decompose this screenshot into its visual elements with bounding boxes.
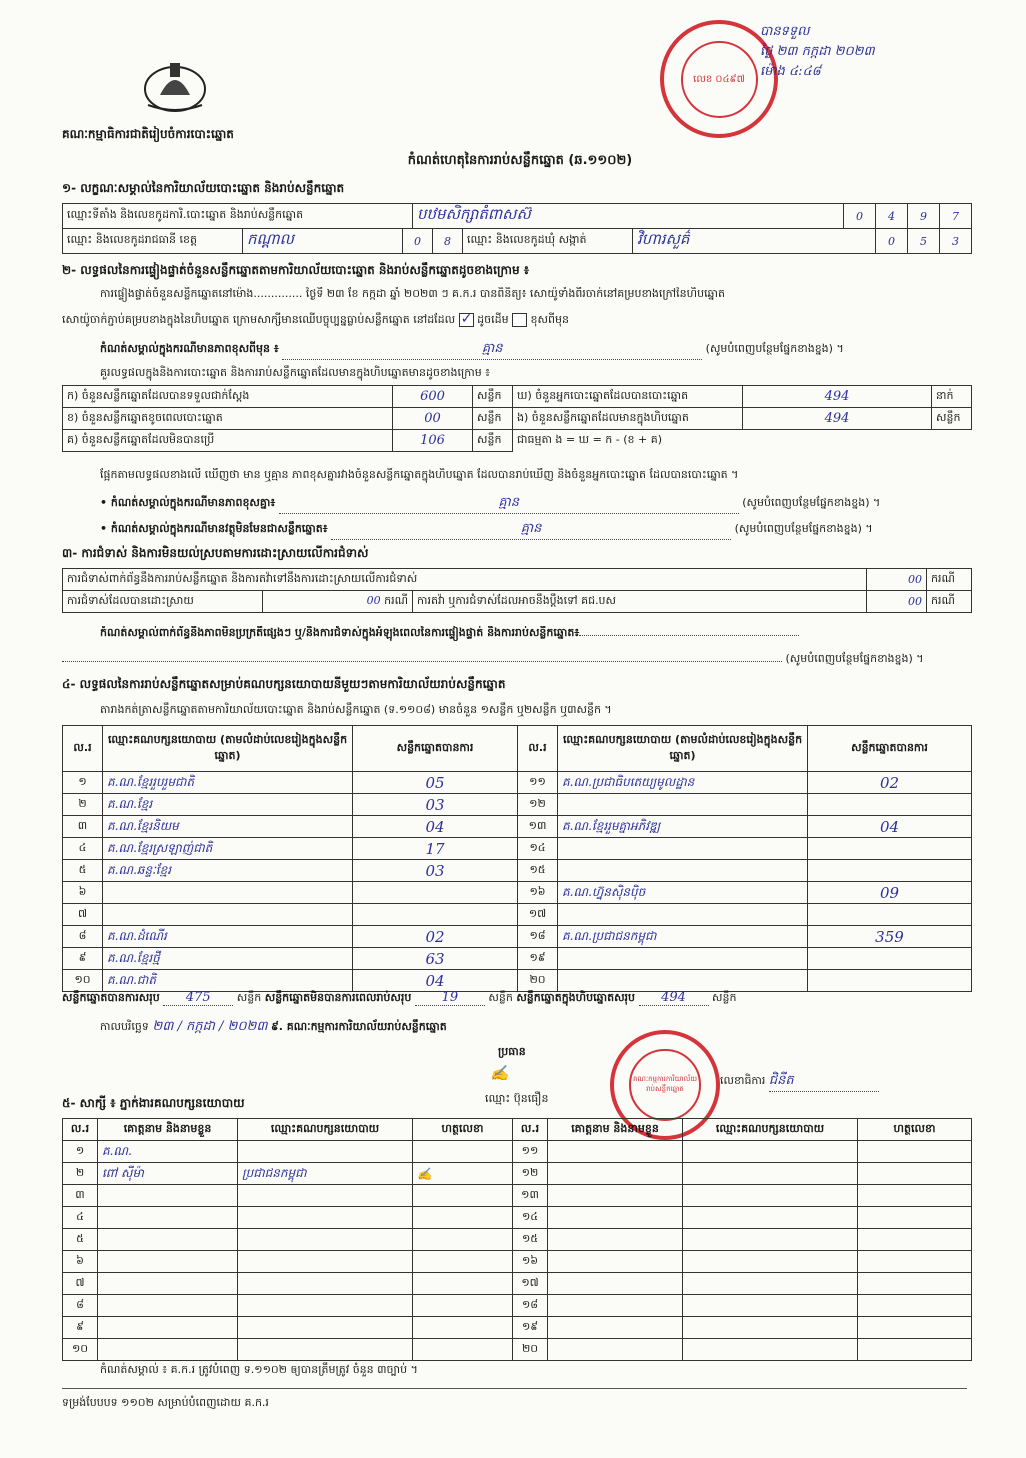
witness-right-party bbox=[683, 1251, 858, 1273]
vote-left-no: ៨ bbox=[63, 926, 103, 948]
objection-note-line2 bbox=[62, 652, 972, 668]
witness-left-sign bbox=[413, 1185, 513, 1207]
votes-col-no-left: ល.រ bbox=[63, 726, 103, 772]
doubt-note-line bbox=[100, 520, 970, 540]
count-a-label: ក) ចំនួនសន្លឹកឆ្នោតដែលបានទទួលជាក់ស្ដែង bbox=[63, 386, 393, 408]
vote-right-no: ១៧ bbox=[518, 904, 558, 926]
section2-title: ២- លទ្ធផលនៃការផ្ទៀងផ្ទាត់ចំនួនសន្លឹកឆ្នោតតាមការិយាល័យបោះឆ្នោត និងរាប់សន្លឹកឆ្នោតដូចខាងក្រោម ៖ bbox=[62, 263, 530, 277]
witness-right-party bbox=[683, 1317, 858, 1339]
received-note bbox=[760, 22, 880, 82]
table-row bbox=[63, 1229, 972, 1251]
formula: ជាធម្មតា ង = ឃ = ក - (ខ + គ) bbox=[517, 432, 662, 446]
vote-right-votes bbox=[808, 860, 972, 882]
count-c-value: 106 bbox=[393, 430, 473, 452]
section1-table-row2 bbox=[62, 228, 972, 254]
vote-left-votes: 03 bbox=[353, 860, 518, 882]
witness-right-no: ២០ bbox=[513, 1339, 548, 1361]
witness-left-sign bbox=[413, 1229, 513, 1251]
table-row bbox=[63, 948, 972, 970]
witness-right-sign bbox=[858, 1141, 972, 1163]
office-committee-label: ៩. គណៈកម្មការការិយាល័យរាប់សន្លឹកឆ្នោត bbox=[271, 1020, 447, 1033]
vote-left-no: ១ bbox=[63, 772, 103, 794]
location-code-1: 0 bbox=[844, 204, 876, 229]
total-valid-value: 475 bbox=[163, 990, 233, 1006]
doubt-note-value: គ្មាន bbox=[331, 520, 731, 540]
vote-left-votes: 03 bbox=[353, 794, 518, 816]
diff-note-value: គ្មាន bbox=[279, 494, 739, 514]
objection-row2-unit2: ករណី bbox=[927, 591, 972, 613]
chair-label: ប្រធាន bbox=[498, 1045, 526, 1058]
vote-left-no: ២ bbox=[63, 794, 103, 816]
witness-left-sign bbox=[413, 1251, 513, 1273]
chair-signature: ✍ bbox=[490, 1064, 509, 1082]
changed-label: ខុសពីមុន bbox=[530, 313, 569, 326]
objection-row1-label: ការជំទាស់ពាក់ព័ន្ធនឹងការរាប់សន្លឹកឆ្នោត និងការតវ៉ាទៅនឹងការដោះស្រាយលើការជំទាស់ bbox=[63, 569, 867, 591]
vote-right-no: ១៤ bbox=[518, 838, 558, 860]
section1-table bbox=[62, 203, 972, 229]
changed-checkbox[interactable] bbox=[512, 313, 527, 327]
witness-left-sign bbox=[413, 1339, 513, 1361]
witness-left-name bbox=[98, 1229, 238, 1251]
witness-right-sign bbox=[858, 1251, 972, 1273]
received-time: ម៉ោង ៤:៤៨ bbox=[760, 64, 821, 79]
commune-value: វិហារសួគ៌ bbox=[633, 229, 876, 254]
unchanged-checkbox[interactable] bbox=[459, 313, 474, 327]
received-date: ថ្ងៃ ២៣ កក្កដា ២០២៣ bbox=[760, 44, 875, 59]
diff-note-label: • កំណត់សម្គាល់ក្នុងករណីមានភាពខុសគ្នា៖ bbox=[100, 496, 276, 509]
vote-right-votes: 02 bbox=[808, 772, 972, 794]
vote-left-no: ១០ bbox=[63, 970, 103, 992]
witness-left-name: ពៅ ស៊ីម៉ា bbox=[98, 1163, 238, 1185]
witness-right-no: ១៥ bbox=[513, 1229, 548, 1251]
compare-line: ផ្អែកតាមលទ្ធផលខាងលើ ឃើញថា មាន ឬគ្មាន ភាពខុសគ្នារវាងចំនួនសន្លឹកឆ្នោតក្នុងហិបឆ្នោត ដែលបានរាប់ឃើញ និងចំនួនអ្នកបោះឆ្នោត ដែលបានបោះឆ្នោត ។ bbox=[100, 468, 739, 481]
witness-left-no: ៣ bbox=[63, 1185, 98, 1207]
change-note-value: គ្មាន bbox=[282, 340, 702, 360]
province-label: ឈ្មោះ និងលេខកូដរាជធានី ខេត្ត bbox=[63, 229, 243, 254]
table-row bbox=[63, 1185, 972, 1207]
witness-right-sign bbox=[858, 1317, 972, 1339]
witness-left-sign bbox=[413, 1273, 513, 1295]
table-row bbox=[63, 1163, 972, 1185]
committee-name: គណៈកម្មាធិការជាតិរៀបចំការបោះឆ្នោត bbox=[62, 127, 234, 141]
vote-left-no: ៥ bbox=[63, 860, 103, 882]
witness-left-party bbox=[238, 1251, 413, 1273]
objection-fill-hint: (សូមបំពេញបន្ថែមផ្នែកខាងខ្នង) ។ bbox=[785, 652, 924, 665]
witness-right-name bbox=[548, 1251, 683, 1273]
witness-right-party bbox=[683, 1295, 858, 1317]
secretary-name: ជិនីត bbox=[769, 1072, 879, 1092]
vote-right-party: គ.ណ.ប្រជាជនកម្ពុជា bbox=[558, 926, 808, 948]
witness-left-party bbox=[238, 1339, 413, 1361]
table-row bbox=[63, 1273, 972, 1295]
witness-left-name bbox=[98, 1207, 238, 1229]
location-code-4: 7 bbox=[940, 204, 972, 229]
count-b-label: ខ) ចំនួនសន្លឹកឆ្នោតខូចពេលបោះឆ្នោត bbox=[63, 408, 393, 430]
witness-right-no: ១៧ bbox=[513, 1273, 548, 1295]
secretary-line bbox=[720, 1072, 879, 1092]
count-c-label: គ) ចំនួនសន្លឹកឆ្នោតដែលមិនបានប្រើ bbox=[63, 430, 393, 452]
votes-table bbox=[62, 725, 972, 992]
witness-right-sign bbox=[858, 1273, 972, 1295]
witness-left-party bbox=[238, 1295, 413, 1317]
doubt-note-hint: (សូមបំពេញបន្ថែមផ្នែកខាងខ្នង) ។ bbox=[734, 522, 873, 535]
vote-right-party: គ.ណ.ប្រជាធិបតេយ្យមូលដ្ឋាន bbox=[558, 772, 808, 794]
section4-intro bbox=[100, 703, 920, 719]
bottom-stamp: គណៈកម្មការការិយាល័យរាប់សន្លឹកឆ្នោត bbox=[610, 1030, 720, 1140]
witness-left-name bbox=[98, 1339, 238, 1361]
count-table bbox=[62, 385, 972, 452]
votes-col-votes-left: សន្លឹកឆ្នោតបានការ bbox=[353, 726, 518, 772]
total-invalid-label: សន្លឹកឆ្នោតមិនបានការពេលរាប់សរុប bbox=[264, 991, 412, 1004]
objection-row1-unit: ករណី bbox=[927, 569, 972, 591]
vote-right-party: គ.ណ.ហ្វ៊ុនស៊ិនប៉ិច bbox=[558, 882, 808, 904]
count-a-unit: សន្លឹក bbox=[473, 386, 513, 408]
witness-left-no: ២ bbox=[63, 1163, 98, 1185]
total-box-label: សន្លឹកឆ្នោតក្នុងហិបឆ្នោតសរុប bbox=[516, 991, 636, 1004]
vote-left-party: គ.ណ.ខ្មែរស្រឡាញ់ជាតិ bbox=[103, 838, 353, 860]
witness-right-name bbox=[548, 1339, 683, 1361]
witness-col-name-left: គោត្តនាម និងនាមខ្លួន bbox=[98, 1119, 238, 1141]
count-intro: គួរលទ្ធផលក្នុងនិងការបោះឆ្នោត និងការរាប់សន្លឹកឆ្នោតដែលមានក្នុងហិបឆ្នោតមានដូចខាងក្រោម ៖ bbox=[100, 366, 491, 379]
vote-left-party: គ.ណ.ខ្មែរថ្មី bbox=[103, 948, 353, 970]
witness-left-no: ១ bbox=[63, 1141, 98, 1163]
total-box-value: 494 bbox=[639, 990, 709, 1006]
votes-col-votes-right: សន្លឹកឆ្នោតបានការ bbox=[808, 726, 972, 772]
vote-left-party: គ.ណ.ជាតិ bbox=[103, 970, 353, 992]
objection-row2-value2: 00 bbox=[867, 591, 927, 613]
commune-code-2: 5 bbox=[908, 229, 940, 254]
witness-right-party bbox=[683, 1273, 858, 1295]
date-line bbox=[100, 1018, 800, 1037]
date-label: កាលបរិច្ឆេទ bbox=[100, 1020, 149, 1033]
witness-left-party bbox=[238, 1141, 413, 1163]
votes-col-party-right: ឈ្មោះគណបក្សនយោបាយ (តាមលំដាប់លេខរៀងក្នុងសន្លឹកឆ្នោត) bbox=[558, 726, 808, 772]
objection-row2-number: 00 bbox=[366, 593, 381, 607]
witness-left-sign bbox=[413, 1207, 513, 1229]
votes-col-no-right: ល.រ bbox=[518, 726, 558, 772]
vote-left-votes: 04 bbox=[353, 816, 518, 838]
vote-right-party: គ.ណ.ខ្មែររួមគ្នាអភិវឌ្ឍ bbox=[558, 816, 808, 838]
witness-right-no: ១៦ bbox=[513, 1251, 548, 1273]
table-row bbox=[63, 1141, 972, 1163]
witness-left-name bbox=[98, 1317, 238, 1339]
table-row bbox=[63, 1295, 972, 1317]
vote-right-party bbox=[558, 860, 808, 882]
objection-row2-unit: ករណី bbox=[384, 593, 408, 607]
vote-right-party bbox=[558, 948, 808, 970]
count-d-value: 494 bbox=[743, 386, 932, 408]
vote-right-no: ១៦ bbox=[518, 882, 558, 904]
witness-left-no: ១០ bbox=[63, 1339, 98, 1361]
witness-right-party bbox=[683, 1163, 858, 1185]
witness-right-name bbox=[548, 1207, 683, 1229]
witness-right-sign bbox=[858, 1185, 972, 1207]
witness-left-party bbox=[238, 1185, 413, 1207]
vote-right-votes bbox=[808, 838, 972, 860]
vote-right-votes bbox=[808, 970, 972, 992]
verification-line-2 bbox=[62, 313, 932, 329]
vote-left-votes: 02 bbox=[353, 926, 518, 948]
vote-left-party: គ.ណ.ដំណើរ bbox=[103, 926, 353, 948]
vote-right-party bbox=[558, 904, 808, 926]
vote-left-no: ៧ bbox=[63, 904, 103, 926]
vote-right-party bbox=[558, 970, 808, 992]
vote-right-party bbox=[558, 838, 808, 860]
witness-left-name: គ.ណ. bbox=[98, 1141, 238, 1163]
vote-left-no: ៩ bbox=[63, 948, 103, 970]
vote-left-party: គ.ណ.ខ្មែរនិយម bbox=[103, 816, 353, 838]
vote-right-no: ២០ bbox=[518, 970, 558, 992]
witness-left-name bbox=[98, 1185, 238, 1207]
count-b-unit: សន្លឹក bbox=[473, 408, 513, 430]
witness-left-name bbox=[98, 1295, 238, 1317]
table-row bbox=[63, 794, 972, 816]
total-valid-label: សន្លឹកឆ្នោតបានការសរុប bbox=[62, 991, 160, 1004]
total-valid-unit: សន្លឹក bbox=[236, 991, 262, 1004]
objection-note-label: កំណត់សម្គាល់ពាក់ព័ន្ធនឹងភាពមិនប្រក្រតីផ្សេងៗ ឬ/និងការជំទាស់ក្នុងអំឡុងពេលនៃការផ្ទៀងផ្ទាត់ និងការរាប់សន្លឹកឆ្នោត៖ bbox=[100, 626, 580, 639]
section5-title: ៥- សាក្សី ៖ ភ្នាក់ងារគណបក្សនយោបាយ bbox=[62, 1096, 245, 1110]
table-row bbox=[63, 926, 972, 948]
witness-col-sign-left: ហត្ថលេខា bbox=[413, 1119, 513, 1141]
witness-right-no: ១១ bbox=[513, 1141, 548, 1163]
top-stamp: លេខ ០៤៩៧ bbox=[660, 20, 778, 138]
witness-right-name bbox=[548, 1229, 683, 1251]
province-code-1: 0 bbox=[403, 229, 433, 254]
form-title: កំណត់ហេតុនៃការរាប់សន្លឹកឆ្នោត (ឆ.១១០២) bbox=[407, 153, 633, 168]
witness-right-sign bbox=[858, 1163, 972, 1185]
vote-right-no: ១១ bbox=[518, 772, 558, 794]
witness-left-party bbox=[238, 1273, 413, 1295]
table-row bbox=[63, 816, 972, 838]
table-row bbox=[63, 1251, 972, 1273]
witness-left-sign bbox=[413, 1295, 513, 1317]
objection-row2-label: ការជំទាស់ដែលបានដោះស្រាយ bbox=[63, 591, 263, 613]
national-emblem bbox=[140, 55, 210, 117]
diff-note-hint: (សូមបំពេញបន្ថែមផ្នែកខាងខ្នង) ។ bbox=[742, 496, 881, 509]
secretary-label: លេខាធិការ bbox=[720, 1074, 766, 1087]
doubt-note-label: • កំណត់សម្គាល់ក្នុងករណីមានវត្ថុមិនមែនជាសន្លឹកឆ្នោត៖ bbox=[100, 522, 328, 535]
witness-left-party bbox=[238, 1207, 413, 1229]
witness-col-no-left: ល.រ bbox=[63, 1119, 98, 1141]
votes-table-body bbox=[63, 772, 972, 992]
province-code-2: 8 bbox=[433, 229, 463, 254]
vote-left-no: ៣ bbox=[63, 816, 103, 838]
table-row bbox=[63, 970, 972, 992]
change-note-label: កំណត់សម្គាល់ក្នុងករណីមានភាពខុសពីមុន ៖ bbox=[100, 342, 279, 355]
witness-left-party bbox=[238, 1317, 413, 1339]
witness-right-name bbox=[548, 1141, 683, 1163]
witness-col-no-right: ល.រ bbox=[513, 1119, 548, 1141]
vote-right-no: ១៩ bbox=[518, 948, 558, 970]
witness-left-no: ៧ bbox=[63, 1273, 98, 1295]
vote-left-votes: 04 bbox=[353, 970, 518, 992]
vote-left-party: គ.ណ.ឆន្ទៈខ្មែរ bbox=[103, 860, 353, 882]
section4-title: ៤- លទ្ធផលនៃការរាប់សន្លឹកឆ្នោតសម្រាប់គណបក្សនយោបាយនីមួយៗតាមការិយាល័យរាប់សន្លឹកឆ្នោត bbox=[62, 677, 506, 691]
witness-right-party bbox=[683, 1185, 858, 1207]
vote-left-party: គ.ណ.ខ្មែរ bbox=[103, 794, 353, 816]
vote-left-no: ៦ bbox=[63, 882, 103, 904]
witness-right-no: ១៩ bbox=[513, 1317, 548, 1339]
witness-table-body bbox=[63, 1141, 972, 1361]
witness-left-no: ៨ bbox=[63, 1295, 98, 1317]
witness-left-name bbox=[98, 1251, 238, 1273]
objection-row1-value: 00 bbox=[867, 569, 927, 591]
witness-left-party bbox=[238, 1229, 413, 1251]
witness-right-sign bbox=[858, 1207, 972, 1229]
chair-name: ឈ្មោះ ប៊ុនធឿន bbox=[485, 1092, 549, 1105]
vote-right-votes: 359 bbox=[808, 926, 972, 948]
vote-left-votes: 05 bbox=[353, 772, 518, 794]
location-label: ឈ្មោះទីតាំង និងលេខកូដការិ.បោះឆ្នោត និងរាប់សន្លឹកឆ្នោត bbox=[63, 204, 413, 229]
vote-right-votes bbox=[808, 948, 972, 970]
witness-left-sign bbox=[413, 1317, 513, 1339]
vote-left-votes: 17 bbox=[353, 838, 518, 860]
section1-title: ១- លក្ខណៈសម្គាល់នៃការិយាល័យបោះឆ្នោត និងរាប់សន្លឹកឆ្នោត bbox=[62, 181, 345, 195]
witness-left-sign: ✍ bbox=[413, 1163, 513, 1185]
vote-right-votes bbox=[808, 794, 972, 816]
date-value: ២៣ / កក្កដា / ២០២៣ bbox=[152, 1019, 268, 1034]
witness-right-name bbox=[548, 1317, 683, 1339]
received-label: បានទទួល bbox=[760, 24, 810, 39]
diff-note-line bbox=[100, 494, 970, 514]
vote-right-no: ១៨ bbox=[518, 926, 558, 948]
footer-divider bbox=[62, 1388, 967, 1389]
vote-right-no: ១៣ bbox=[518, 816, 558, 838]
witness-left-no: ៤ bbox=[63, 1207, 98, 1229]
witness-right-sign bbox=[858, 1229, 972, 1251]
table-row bbox=[63, 1339, 972, 1361]
table-row bbox=[63, 860, 972, 882]
vote-left-votes bbox=[353, 882, 518, 904]
witness-col-party-left: ឈ្មោះគណបក្សនយោបាយ bbox=[238, 1119, 413, 1141]
count-c-unit: សន្លឹក bbox=[473, 430, 513, 452]
vote-right-votes: 04 bbox=[808, 816, 972, 838]
location-code-2: 4 bbox=[876, 204, 908, 229]
total-box-unit: សន្លឹក bbox=[712, 991, 737, 1004]
commune-code-3: 3 bbox=[940, 229, 972, 254]
vote-right-no: ១២ bbox=[518, 794, 558, 816]
witness-left-no: ៩ bbox=[63, 1317, 98, 1339]
table-row bbox=[63, 838, 972, 860]
province-value: កណ្ដាល bbox=[243, 229, 403, 254]
witness-right-name bbox=[548, 1295, 683, 1317]
vote-left-no: ៤ bbox=[63, 838, 103, 860]
witness-left-name bbox=[98, 1273, 238, 1295]
vote-left-party bbox=[103, 904, 353, 926]
vote-right-party bbox=[558, 794, 808, 816]
vote-right-no: ១៥ bbox=[518, 860, 558, 882]
table-row bbox=[63, 882, 972, 904]
verification-line-1: ការផ្ទៀងផ្ទាត់ចំនួនសន្លឹកឆ្នោតនៅម៉ោង.............. ថ្ងៃទី ២៣ ខែ កក្កដា ឆ្នាំ ២០២៣ ៗ គ.ក.រ បានពិនិត្យ៖ សោយ៉ូទាំងពីរចាក់នៅគម្របខាងក្រៅនៃហិបឆ្នោត bbox=[100, 287, 726, 300]
vote-left-party bbox=[103, 882, 353, 904]
witness-right-no: ១៤ bbox=[513, 1207, 548, 1229]
vote-left-votes: 63 bbox=[353, 948, 518, 970]
witness-right-name bbox=[548, 1163, 683, 1185]
commune-label: ឈ្មោះ និងលេខកូដឃុំ សង្កាត់ bbox=[463, 229, 633, 254]
witness-right-no: ១២ bbox=[513, 1163, 548, 1185]
count-e-label: ង) ចំនួនសន្លឹកឆ្នោតដែលមានក្នុងហិបឆ្នោត bbox=[513, 408, 743, 430]
witness-right-no: ១៣ bbox=[513, 1185, 548, 1207]
vote-left-party: គ.ណ.ខ្មែររួបរួមជាតិ bbox=[103, 772, 353, 794]
witness-right-party bbox=[683, 1207, 858, 1229]
votes-col-party-left: ឈ្មោះគណបក្សនយោបាយ (តាមលំដាប់លេខរៀងក្នុងសន្លឹកឆ្នោត) bbox=[103, 726, 353, 772]
witness-right-name bbox=[548, 1185, 683, 1207]
witness-left-no: ៦ bbox=[63, 1251, 98, 1273]
objection-table bbox=[62, 568, 972, 613]
footer-form-code: ទម្រង់បែបបទ ១១០២ សម្រាប់បំពេញដោយ គ.ក.រ bbox=[62, 1396, 269, 1409]
table-row bbox=[63, 1317, 972, 1339]
vote-left-votes bbox=[353, 904, 518, 926]
total-invalid-unit: សន្លឹក bbox=[488, 991, 513, 1004]
objection-row2-value bbox=[263, 591, 413, 613]
vote-right-votes bbox=[808, 904, 972, 926]
location-value: បឋមសិក្សាតំពាសស៊ bbox=[413, 204, 844, 229]
unchanged-label: ដូចដើម bbox=[477, 313, 509, 326]
count-e-unit: សន្លឹក bbox=[932, 408, 972, 430]
commune-code-1: 0 bbox=[876, 229, 908, 254]
table-row bbox=[63, 772, 972, 794]
count-e-value: 494 bbox=[743, 408, 932, 430]
witness-right-sign bbox=[858, 1339, 972, 1361]
table-row bbox=[63, 904, 972, 926]
witness-right-no: ១៨ bbox=[513, 1295, 548, 1317]
witness-left-no: ៥ bbox=[63, 1229, 98, 1251]
change-note-line bbox=[100, 340, 970, 360]
witness-right-party bbox=[683, 1141, 858, 1163]
witness-col-sign-right: ហត្ថលេខា bbox=[858, 1119, 972, 1141]
count-d-unit: នាក់ bbox=[932, 386, 972, 408]
witness-right-sign bbox=[858, 1295, 972, 1317]
objection-row2-label2: ការតវ៉ា ឬការជំទាស់ដែលអាចនឹងប្ដឹងទៅ គជ.បស bbox=[413, 591, 867, 613]
verification-line-2-text: សោយ៉ូចាក់ភ្ជាប់គម្របខាងក្នុងនៃហិបឆ្នោត ក្រោមសាក្សីមានឈើបច្ចុប្បន្នធ្លាប់សន្លឹកឆ្នោត នៅដដែល bbox=[62, 313, 456, 326]
footer-note: កំណត់សម្គាល់ ៖ គ.ក.រ ត្រូវបំពេញ ទ.១១០២ ឲ្យបានត្រឹមត្រូវ ចំនួន ៣ច្បាប់ ។ bbox=[100, 1363, 418, 1376]
witness-table bbox=[62, 1118, 972, 1361]
witness-right-party bbox=[683, 1339, 858, 1361]
table-row bbox=[63, 1207, 972, 1229]
objection-note bbox=[100, 626, 970, 642]
witness-left-sign bbox=[413, 1141, 513, 1163]
witness-left-party: ប្រជាជនកម្ពុជា bbox=[238, 1163, 413, 1185]
location-code-3: 9 bbox=[908, 204, 940, 229]
witness-right-party bbox=[683, 1229, 858, 1251]
change-note-hint: (សូមបំពេញបន្ថែមផ្នែកខាងខ្នង) ។ bbox=[705, 342, 844, 355]
totals-line bbox=[62, 990, 972, 1007]
witness-right-name bbox=[548, 1273, 683, 1295]
count-b-value: 00 bbox=[393, 408, 473, 430]
count-d-label: ឃ) ចំនួនអ្នកបោះឆ្នោតដែលបានបោះឆ្នោត bbox=[513, 386, 743, 408]
section4-intro-text: តារាងកត់ត្រាសន្លឹកឆ្នោតតាមការិយាល័យបោះឆ្នោត និងរាប់សន្លឹកឆ្នោត (ទ.១១០៨) មានចំនួន ១សន្លឹក ឬ២សន្លឹក ឬ៣សន្លឹក ។ bbox=[100, 703, 612, 716]
witness-col-name-right: គោត្តនាម និងនាមខ្លួន bbox=[548, 1119, 683, 1141]
section3-title: ៣- ការជំទាស់ និងការមិនយល់ស្របតាមការដោះស្រាយលើការជំទាស់ bbox=[62, 546, 369, 560]
count-a-value: 600 bbox=[393, 386, 473, 408]
total-invalid-value: 19 bbox=[415, 990, 485, 1006]
vote-right-votes: 09 bbox=[808, 882, 972, 904]
witness-col-party-right: ឈ្មោះគណបក្សនយោបាយ bbox=[683, 1119, 858, 1141]
